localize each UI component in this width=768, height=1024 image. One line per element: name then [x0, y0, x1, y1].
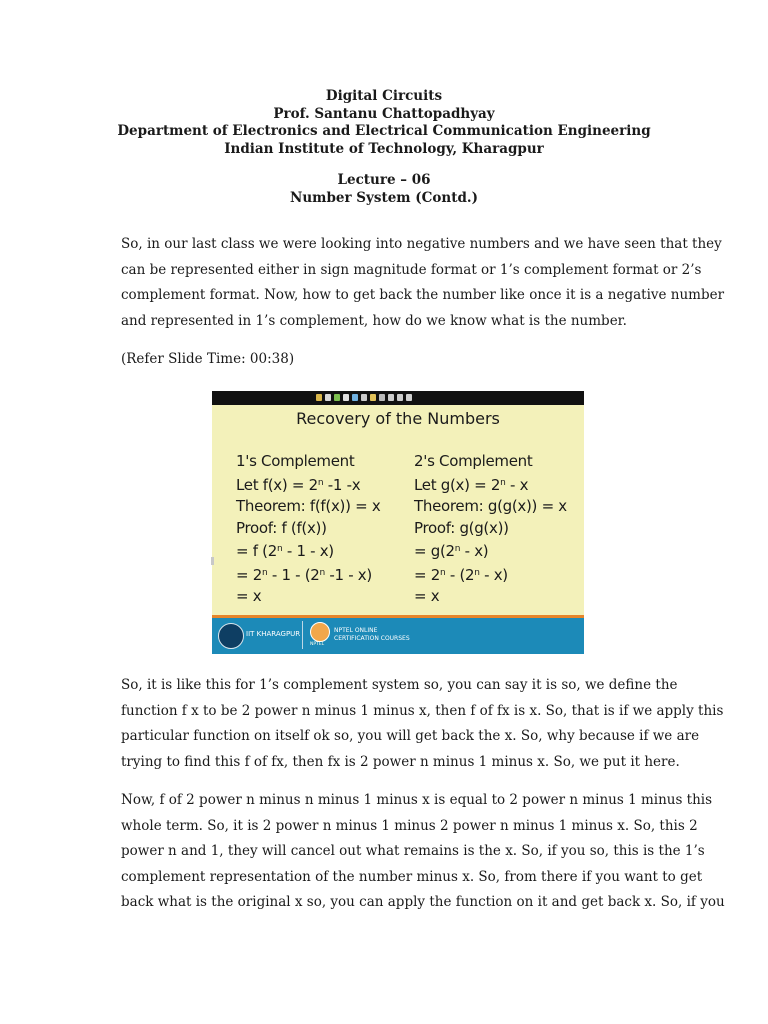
footer-accent-line: [212, 615, 584, 618]
eraser-icon: [343, 394, 349, 401]
ones-complement-column: [236, 451, 380, 608]
ones-theorem-line: Theorem: f(f(x)) = x: [236, 497, 381, 515]
paragraph-line: and represented in 1’s complement, how do we know what is the number.: [121, 312, 627, 329]
slide-toolbar: [212, 391, 584, 405]
pen-color-icon: [352, 394, 358, 401]
course-title: Digital Circuits: [325, 88, 443, 104]
institute-name: Indian Institute of Technology, Kharagpur: [224, 140, 544, 157]
ones-step-2: = $2^n - 1 - (2^n$ -1 - x): [236, 565, 372, 584]
paragraph-line: complement representation of the number minus x. So, from there if you want to get: [121, 868, 703, 885]
iit-kharagpur-label: IIT KHARAGPUR: [246, 630, 301, 638]
highlighter-icon: [334, 394, 340, 401]
nptel-logo-icon: [310, 622, 330, 642]
ones-complement-heading: 1's Complement: [236, 452, 355, 470]
paragraph-line: can be represented either in sign magnitude format or 1’s complement format or 2’s: [121, 261, 702, 278]
twos-complement-column: [414, 451, 567, 608]
refer-slide-time: (Refer Slide Time: 00:38): [121, 351, 295, 367]
redo-icon: [397, 394, 403, 401]
twos-proof-line: Proof: g(g(x)): [414, 518, 509, 537]
nptel-label: NPTEL ONLINE CERTIFICATION COURSES: [334, 627, 410, 642]
toolbar-icons: [316, 394, 412, 402]
paragraph-line: back what is the original x so, you can apply the function on it and get back x. So, if you: [121, 894, 725, 910]
footer-divider: [302, 621, 303, 649]
text-icon: [370, 394, 376, 401]
paragraph-line: power n and 1, they will cancel out what remains is the x. So, if you so, this is the 1’s: [121, 843, 705, 859]
ones-result: = x: [236, 587, 262, 605]
paragraph-line: function f x to be 2 power n minus 1 minus x, then f of fx is x. So, that is if we apply this: [121, 702, 724, 719]
lecture-topic: Number System (Contd.): [290, 189, 478, 206]
twos-step-1: = $g(2^n - x)$: [414, 542, 489, 560]
lecture-heading: [0, 172, 768, 207]
paragraph-line: Now, f of 2 power n minus n minus 1 minus x is equal to 2 power n minus 1 minus this: [121, 792, 713, 808]
twos-step-2: = $2^n - (2^n - x)$: [414, 565, 508, 584]
shape-icon: [361, 394, 367, 401]
twos-result: = x: [414, 587, 440, 605]
paragraph-1: [121, 232, 725, 334]
paragraph-2: [121, 673, 724, 775]
paragraph-line: particular function on itself ok so, you will get back the x. So, why because if we are: [121, 728, 700, 744]
pointer-icon: [325, 394, 331, 401]
slide-title: Recovery of the Numbers: [296, 409, 500, 428]
paragraph-line: So, in our last class we were looking into negative numbers and we have seen that they: [121, 236, 722, 252]
cursor-icon: [211, 557, 214, 565]
ones-let-line: Let $f(x) = 2^n$ -1 -x: [236, 475, 361, 494]
ones-proof-line: Proof: f (f(x)): [236, 518, 327, 537]
document-header: [0, 88, 768, 158]
twos-theorem-line: Theorem: g(g(x)) = x: [414, 497, 567, 515]
select-icon: [379, 394, 385, 401]
twos-complement-heading: 2's Complement: [414, 452, 533, 470]
paragraph-line: So, it is like this for 1’s complement system so, you can say it is so, we define the: [121, 677, 678, 693]
nptel-logo-label: NPTEL: [310, 642, 325, 647]
professor-name: Prof. Santanu Chattopadhyay: [273, 105, 495, 122]
paragraph-line: trying to find this f of fx, then fx is 2 power n minus 1 minus x. So, we put it here.: [121, 753, 680, 770]
department-name: Department of Electronics and Electrical Communication Engineering: [117, 123, 651, 139]
paragraph-line: whole term. So, it is 2 power n minus 1 minus 2 power n minus 1 minus x. So, this 2: [121, 817, 698, 834]
paragraph-line: complement format. Now, how to get back the number like once it is a negative number: [121, 287, 725, 303]
clear-icon: [406, 394, 412, 401]
undo-icon: [388, 394, 394, 401]
paragraph-3: [121, 788, 725, 916]
lecture-slide-image: [212, 391, 584, 654]
twos-let-line: Let $g(x) = 2^n - x$: [414, 475, 529, 494]
lecture-number: Lecture – 06: [337, 172, 431, 188]
pen-icon: [316, 394, 322, 401]
iit-logo-icon: [218, 623, 244, 649]
ones-step-1: = f (2$^n$ - 1 - x): [236, 542, 334, 560]
